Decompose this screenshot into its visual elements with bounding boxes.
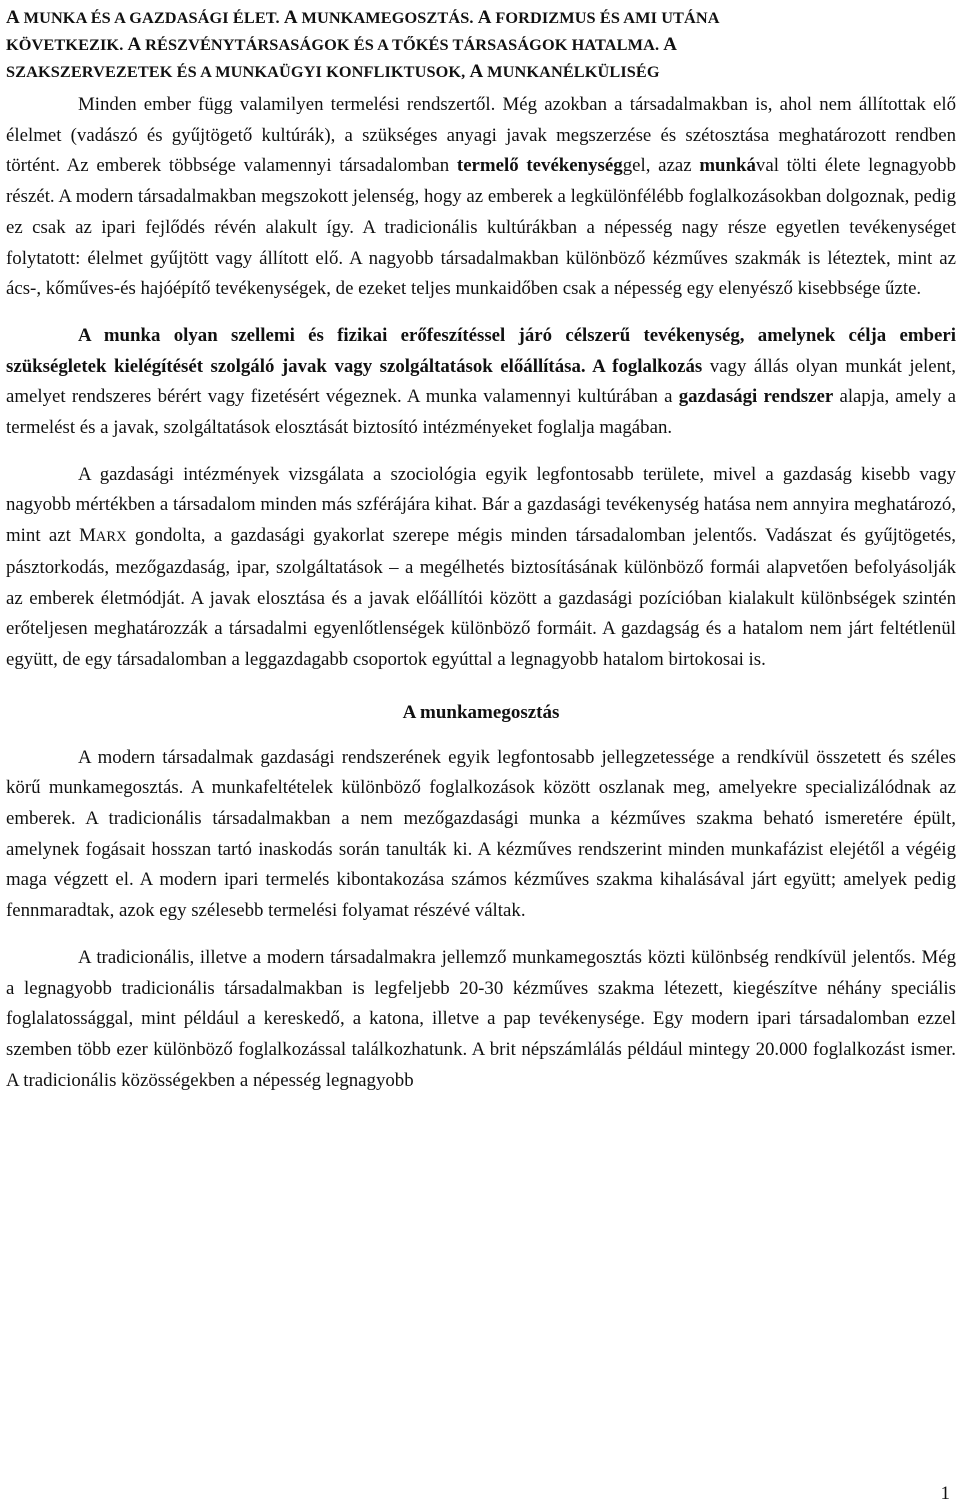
header-text: MUNKA ÉS A GAZDASÁGI ÉLET. <box>23 8 284 27</box>
section-title: A munkamegosztás <box>402 701 560 723</box>
header-line-3 <box>6 58 956 85</box>
header-text: KÖVETKEZIK. <box>6 35 128 54</box>
paragraph-1 <box>6 90 956 305</box>
document-page <box>6 4 956 1096</box>
paragraph-3 <box>6 460 956 676</box>
header-text: A <box>6 7 24 28</box>
paragraph-text: vagy állás olyan munkát jelent, amelyet rendszeres bérért vagy fizetésért végeznek. A munka valamennyi kultúrában a <box>6 355 956 408</box>
header-text: MUNKAMEGOSZTÁS. <box>301 8 478 27</box>
header-text: SZAKSZERVEZETEK ÉS A MUNKAÜGYI KONFLIKTUSOK, <box>6 62 470 81</box>
header-line-1 <box>6 4 956 31</box>
header-line-2 <box>6 31 956 58</box>
paragraph-2 <box>6 321 956 444</box>
header-text: A <box>469 61 488 82</box>
header-text: RÉSZVÉNYTÁRSASÁGOK ÉS A TŐKÉS TÁRSASÁGOK HATALMA. <box>145 35 664 54</box>
paragraph-text: gondolta, a gazdasági gyakorlat szerepe mégis minden társadalomban jelentős. Vadászat és gyűjtögetés, pásztorkodás, mezőgazdaság, ipar, szolgáltatások – a megélhetés biztosításának különböző formái alapvetően befolyásolják az emberek életmódját. A javak elosztása és a javak előállítói között a gazdasági pozícióban kialakult különbségek szintén erőteljesen meghatározzák a társadalmi egyenlőtlenségek különböző formáit. A gazdagság és a hatalom nem járt feltétlenül együtt, de egy társadalomban a leggazdagabb csoportok egyúttal a legnagyobb hatalom birtokosai is. <box>6 525 956 670</box>
paragraph-4: A modern társadalmak gazdasági rendszerének egyik legfontosabb jellegzetessége a rendkívül összetett és széles körű munkamegosztás. A munkafeltételek különböző foglalkozások között oszlanak meg, amelyekre specializálódnak az emberek. A tradicionális társadalmakban a nem mezőgazdasági munka a kézműves szakma beható ismeretére épült, amelynek fogásait hosszan tartó inaskodás során tanulták ki. A kézműves rendszerint minden munkafázist elejétől a végéig maga végzett el. A modern ipari termelés kibontakozása számos kézműves szakma kihalásával járt együtt; amelyek pedig fennmaradtak, azok egy szélesebb termelési folyamat részévé váltak. <box>6 746 956 922</box>
header-text: A <box>283 7 302 28</box>
definition-work: A munka olyan szellemi és fizikai erőfeszítéssel járó célszerű tevékenység, amelynek célja emberi szükségletek kielégítését szolgáló javak vagy szolgáltatások előállítása. A foglalkozás <box>6 324 956 377</box>
paragraph-text: gel, azaz <box>622 155 700 177</box>
paragraph-text: val tölti élete legnagyobb részét. A modern társadalmakban megszokott jelenség, hogy az emberek a legkülönfélébb foglalkozásokban dolgoznak, pedig ez csak az ipari fejlődés révén alakult így. A tradicionális kultúrákban a népesség nagy része egyetlen tevékenységet folytatott: élelmet gyűjtött vagy állított elő. A nagyobb társadalmakban különböző kézműves szakmák is léteztek, mint az ács-, kőműves-és hajóépítő tevékenységek, de ezeket teljes munkaidőben csak a népesség egy elenyésző kisebbsége űzte. <box>6 155 957 300</box>
chapter-header <box>6 4 956 85</box>
paragraph-text: Minden ember függ valamilyen termelési rendszertől. Még azokban a társadalmakban is, ahol nem állítottak elő élelmet (vadászó és gyűjtögető kultúrák), a szükséges anyagi javak megszerzése és szétosztása meghatározott rendben történt. Az emberek többsége valamennyi társadalomban <box>6 94 956 177</box>
paragraph-5: A tradicionális, illetve a modern társadalmakra jellemző munkamegosztás közti különbség rendkívül jelentős. Még a legnagyobb tradicionális társadalmakban is legfeljebb 20-30 kézműves szakma létezett, kiegészítve néhány speciális foglalatossággal, mint például a kereskedő, a katona, illetve a pap tevékenysége. Egy modern ipari társadalomban ezzel szemben több ezer különböző foglalkozással találkozhatunk. A brit népszámlálás például mintegy 20.000 foglalkozást ismer. A tradicionális közösségekben a népesség legnagyobb <box>6 946 956 1091</box>
term-work: munká <box>699 155 756 177</box>
header-text: A <box>477 7 496 28</box>
term-productive-activity: termelő tevékenység <box>456 155 623 177</box>
paragraph-text: alapja, amely a termelést és a javak, szolgáltatások elosztását biztosító intézményeket foglalja magában. <box>6 386 956 439</box>
small-caps-name: ARX <box>95 529 127 546</box>
paragraph-text: A gazdasági intézmények vizsgálata a szociológia egyik legfontosabb területe, mivel a gazdaság kisebb vagy nagyobb mértékben a társadalom minden más szférájára kihat. Bár a gazdasági tevékenység hatása nem annyira meghatározó, mint azt M <box>6 463 956 547</box>
term-economic-system: gazdasági rendszer <box>678 386 834 408</box>
header-text: MUNKANÉLKÜLISÉG <box>487 62 660 81</box>
header-text: A <box>127 34 146 55</box>
header-text: FORDIZMUS ÉS AMI UTÁNA <box>495 8 720 27</box>
page-number: 1 <box>940 1483 950 1504</box>
header-text: A <box>663 34 678 55</box>
